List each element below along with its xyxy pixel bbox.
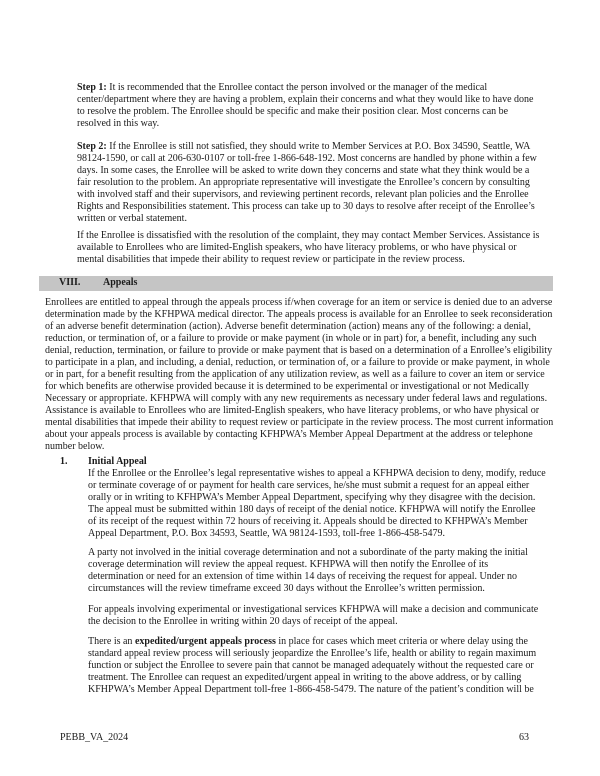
- section-viii-header: [39, 276, 553, 291]
- initial-appeal-number: 1.: [60, 456, 68, 467]
- step-2-text: If the Enrollee is still not satisfied, they should write to Member Services at P.O. Box 34590, Seattle, WA 98124-1590, or call at 206-630-0107 or toll-free 1-866-648-192. Most concerns are handled by phone within a few days. In some cases, the Enrollee will be asked to write down they concerns and state what they think would be a fair resolution to the problem. An appropriate representative will investigate the Enrollee’s concern by consulting with involved staff and their supervisors, and reviewing pertinent records, relevant plan policies and the Enrollee Rights and Responsibilities statement. This process can take up to 30 days to resolve after receipt of the Enrollee’s written or verbal statement.: [77, 141, 537, 224]
- initial-appeal-body: [88, 456, 546, 696]
- initial-appeal-paragraph-3: For appeals involving experimental or investigational services KFHPWA will make a decision and communicate the decision to the Enrollee in writing within 20 days of receipt of the appeal.: [88, 604, 539, 627]
- step-1-text: It is recommended that the Enrollee contact the person involved or the manager of the medical center/department where they are having a problem, explain their concerns and what they would like to have done to resolve the problem. The Enrollee should be specific and make their position clear. Most concerns can be resolved in this way.: [77, 82, 534, 129]
- initial-appeal-paragraph-2: A party not involved in the initial coverage determination and not a subordinate of the party making the initial coverage determination will review the appeal request. KFHPWA will then notify the Enrollee of its determination or need for an extension of time within 14 days of receiving the request for appeal. Under no circumstances will the review timeframe exceed 30 days without the Enrollee’s written permission.: [88, 547, 528, 594]
- page-content: [0, 82, 600, 696]
- page-footer: [60, 732, 529, 744]
- appeals-intro-paragraph: Enrollees are entitled to appeal through the appeals process if/when coverage for an item or service is denied due to an adverse determination made by the KFHPWA medical director. The appeals process is available for an Enrollee to seek reconsideration of an adverse benefit determination (action). Adverse benefit determination (action) means any of the following: a denial, reduction, or termination of, or a failure to provide or make payment (in whole or in part) for, a benefit, including any such denial, reduction, termination, or failure to provide or make payment that is based on a determination of a Enrollee’s eligibility to participate in a plan, and including, a denial, reduction, or termination of, or a failure to provide or make payment, in whole or in part, for a benefit resulting from the application of any utilization review, as well as a failure to cover an item or service for which benefits are otherwise provided because it is determined to be experimental or investigational or not Medically Necessary or appropriate. KFHPWA will comply with any new requirements as necessary under federal laws and regulations. Assistance is available to Enrollees who are limited-English speakers, who have literacy problems, or who have physical or mental disabilities that impede their ability to request review or participate in the review process. The most current information about your appeals process is available by contacting KFHPWA’s Member Appeal Department at the address or telephone number below.: [45, 297, 554, 452]
- initial-appeal-item: [60, 456, 546, 696]
- expedited-paragraph-prefix: There is an: [88, 636, 135, 647]
- step-2-label: Step 2:: [77, 141, 107, 152]
- footer-page-number: 63: [519, 732, 529, 743]
- step-1-paragraph: [77, 82, 541, 130]
- initial-appeal-paragraph-4: [88, 636, 546, 696]
- step-1-label: Step 1:: [77, 82, 107, 93]
- initial-appeal-title: Initial Appeal: [88, 456, 147, 467]
- expedited-paragraph-suffix: in place for cases which meet criteria or where delay using the standard appeal review process will seriously jeopardize the Enrollee’s life, health or ability to regain maximum function or subject the Enrollee to severe pain that cannot be managed adequately without the requested care or treatment. The Enrollee can request an expedited/urgent appeal in writing to the above address, or by calling KFHPWA’s Member Appeal Department toll-free 1-866-458-5479. The nature of the patient’s condition will be: [88, 636, 537, 695]
- section-number: VIII.: [59, 277, 81, 288]
- complaint-followup-paragraph: If the Enrollee is dissatisfied with the resolution of the complaint, they may contact Member Services. Assistance is available to Enrollees who are limited-English speakers, who have literacy problems, or who have physical or mental disabilities that impede their ability to request review or participate in the review process.: [77, 230, 540, 265]
- section-title: Appeals: [103, 277, 138, 288]
- footer-doc-id: PEBB_VA_2024: [60, 732, 129, 743]
- expedited-paragraph-bold: expedited/urgent appeals process: [134, 636, 276, 647]
- initial-appeal-paragraph-1: If the Enrollee or the Enrollee’s legal representative wishes to appeal a KFHPWA decision to deny, modify, reduce or terminate coverage of or payment for health care services, he/she must submit a request for an appeal either orally or in writing to KFHPWA’s Member Appeal Department, specifying why they disagree with the decision. The appeal must be submitted within 180 days of receipt of the denial notice. KFHPWA will notify the Enrollee of its receipt of the request within 72 hours of receiving it. Appeals should be directed to KFHPWA’s Member Appeal Department, P.O. Box 34593, Seattle, WA 98124-1593, toll-free 1-866-458-5479.: [88, 468, 546, 539]
- step-2-paragraph: [77, 141, 541, 225]
